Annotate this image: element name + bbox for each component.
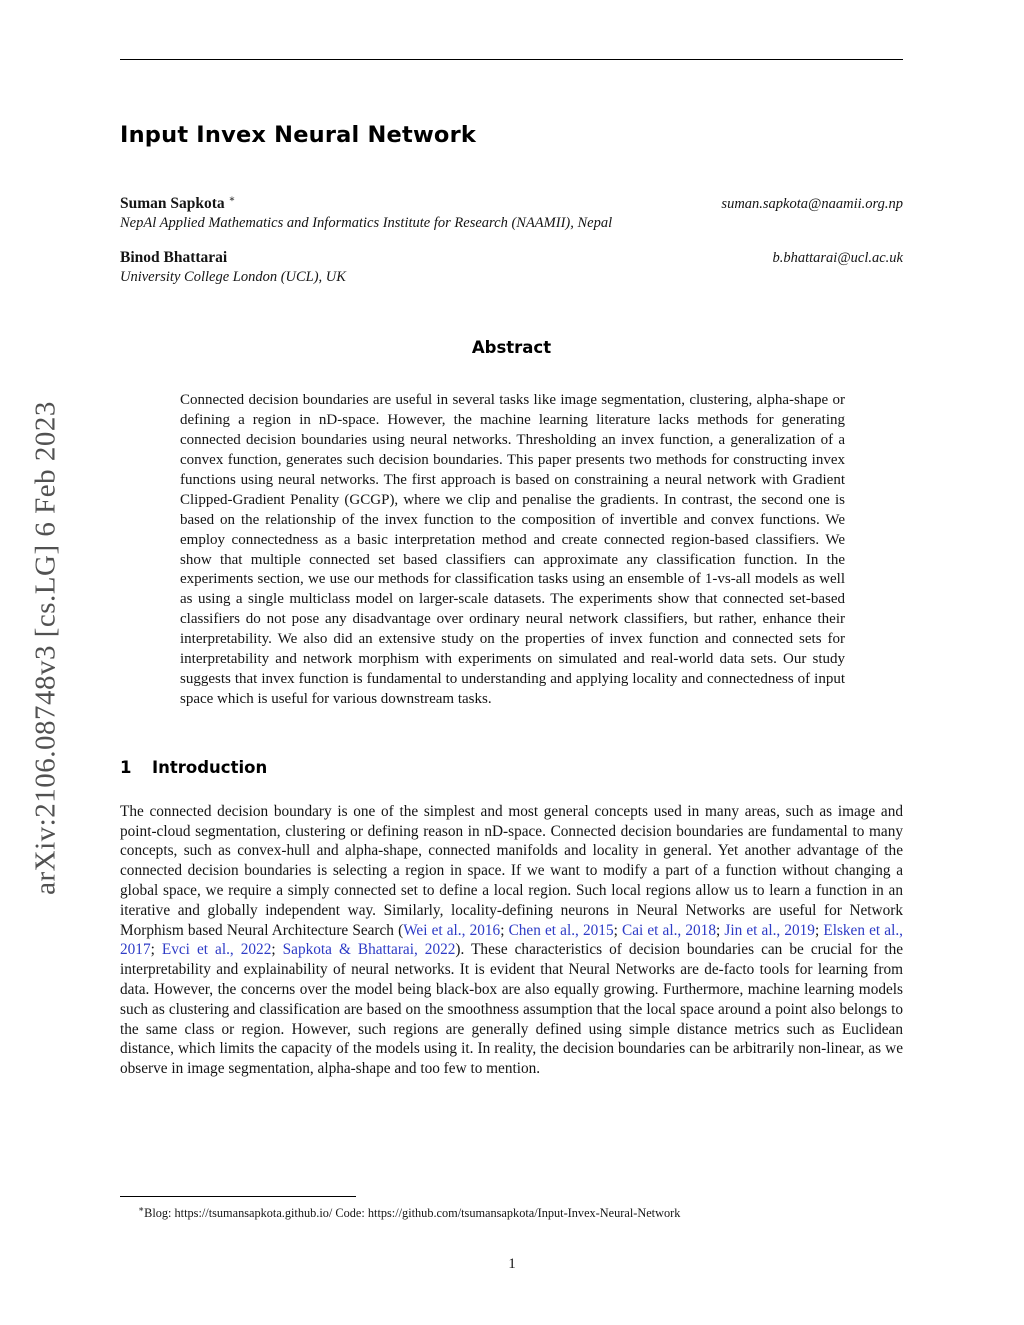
top-rule	[120, 59, 903, 60]
text-run: ;	[613, 921, 622, 939]
author-name	[120, 194, 235, 213]
text-run: ;	[150, 941, 162, 959]
footnote-rule	[120, 1196, 356, 1197]
author-row	[120, 194, 903, 213]
author-name-text: Suman Sapkota	[120, 195, 225, 213]
text-run: ;	[500, 921, 509, 939]
introduction-paragraph	[120, 802, 903, 1079]
citation-link[interactable]: Evci et al., 2022	[161, 941, 272, 959]
author-name-text: Binod Bhattarai	[120, 249, 228, 267]
citation-link[interactable]: Jin et al., 2019	[724, 921, 815, 939]
author-row	[120, 248, 903, 267]
author-name	[120, 248, 231, 267]
arxiv-watermark: arXiv:2106.08748v3 [cs.LG] 6 Feb 2023	[29, 401, 62, 895]
page-content	[120, 0, 903, 1079]
url-link[interactable]: https://github.com/tsumansapkota/Input-Invex-Neural-Network	[367, 1206, 681, 1221]
footnote-mark: ∗	[138, 1204, 145, 1214]
author-affiliation: University College London (UCL), UK	[120, 269, 346, 286]
author-footnote-mark: ∗	[228, 194, 236, 205]
text-run: Blog:	[144, 1206, 175, 1221]
text-run: The connected decision boundary is one of the simplest and most general concepts used in many areas, such as image and point-cloud segmentation, clustering or defining reason in nD-space. Connected decision boundaries are fundamental to many concepts, such as convex-hull and alpha-shape, connected manifolds and locality in general. Yet another advantage of the connected decision boundaries is selecting a region in space. If we want to modify a part of a function without changing a global space, we require a simply connected set to define a local region. Such local regions allow us to learn a function in an iterative and globally independent way. Similarly, locality-defining neurons in Neural Networks are useful for Network Morphism based Neural Architecture Search (	[120, 802, 903, 939]
citation-link[interactable]: Sapkota & Bhattarai, 2022	[282, 941, 456, 959]
section-heading-introduction	[120, 758, 903, 777]
author-email: suman.sapkota@naamii.org.np	[721, 196, 903, 213]
footnote-text	[120, 1204, 903, 1221]
author-email: b.bhattarai@ucl.ac.uk	[772, 250, 903, 267]
author-affiliation: NepAl Applied Mathematics and Informatics Institute for Research (NAAMII), Nepal	[120, 215, 613, 232]
text-run: Code:	[332, 1206, 368, 1221]
section-number: 1	[120, 757, 132, 777]
text-run: ;	[814, 921, 824, 939]
citation-link[interactable]: Elsken et al., 2017	[120, 921, 903, 959]
citation-link[interactable]: Wei et al., 2016	[403, 921, 501, 939]
url-link[interactable]: https://tsumansapkota.github.io/	[174, 1206, 333, 1221]
page-number: 1	[508, 1256, 516, 1272]
abstract-text: Connected decision boundaries are useful in several tasks like image segmentation, clustering, alpha-shape or defining a region in nD-space. However, the machine learning literature lacks methods for generating connected decision boundaries using neural networks. Thresholding an invex function, a generalization of a convex function, generates such decision boundaries. This paper presents two methods for constructing invex functions using neural networks. The first approach is based on constraining a neural network with Gradient Clipped-Gradient Penality (GCGP), where we clip and penalise the gradients. In contrast, the second one is based on the relationship of the invex function to the composition of invertible and convex functions. We employ connectedness as a basic interpretation method and create connected region-based classifiers. We show that multiple connected set based classifiers can approximate any classification function. In the experiments section, we use our methods for classification tasks using an ensemble of 1-vs-all models as well as using a single multiclass model on larger-scale datasets. The experiments show that connected set-based classifiers do not pose any disadvantage over ordinary neural network classifiers, but rather, enhance their interpretability. We also did an extensive study on the properties of invex function and connected sets for interpretability and network morphism with experiments on simulated and real-world data sets. Our study suggests that invex function is fundamental to understanding and applying locality and connectedness of input space which is useful for various downstream tasks.	[180, 392, 845, 707]
abstract-heading: Abstract	[471, 338, 552, 358]
citation-link[interactable]: Chen et al., 2015	[508, 921, 614, 939]
section-title: Introduction	[152, 757, 268, 777]
author-block	[120, 194, 903, 286]
text-run: ). These characteristics of decision boundaries can be crucial for the interpretability and explainability of neural networks. It is evident that Neural Networks are de-facto tools for learning from data. However, the concerns over the model being black-box are also equally growing. Furthermore, machine learning models such as clustering and classification are based on the smoothness assumption that the local space around a point also belongs to the same class or region. However, such regions are generally defined using simple distance metrics such as Euclidean distance, which limits the capacity of the models using it. In reality, the decision boundaries can be arbitrarily non-linear, as we observe in image segmentation, alpha-shape and too few to mention.	[120, 941, 904, 1078]
citation-link[interactable]: Cai et al., 2018	[622, 921, 716, 939]
text-run: ;	[715, 921, 725, 939]
text-run: ;	[271, 941, 283, 959]
footnote-area	[120, 1196, 903, 1221]
paper-title: Input Invex Neural Network	[120, 122, 477, 148]
